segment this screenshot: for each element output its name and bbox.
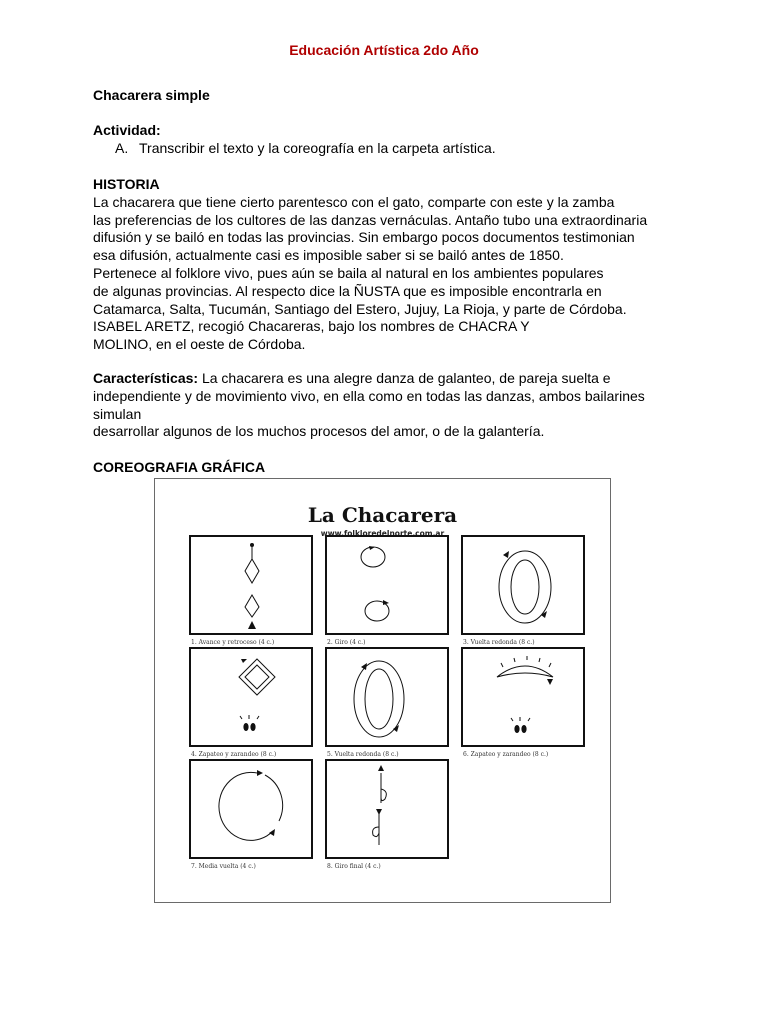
panel-caption: 7. Media vuelta (4 c.) — [191, 863, 256, 870]
final-turn-diagram — [327, 761, 447, 857]
choreo-panel-3 — [461, 535, 585, 635]
page-title: Educación Artística 2do Año — [289, 42, 479, 58]
caracteristicas-label: Características: — [93, 370, 199, 386]
panel-caption: 6. Zapateo y zarandeo (8 c.) — [463, 751, 549, 758]
panel-caption: 4. Zapateo y zarandeo (8 c.) — [191, 751, 277, 758]
actividad-item-text: Transcribir el texto y la coreografía en la carpeta artística. — [139, 140, 496, 156]
choreo-panel-2 — [325, 535, 449, 635]
actividad-label: Actividad: — [93, 122, 161, 138]
caracteristicas-line: independiente y de movimiento vivo, en ella como en todas las danzas, ambos bailarines — [93, 387, 645, 404]
choreography-figure — [154, 478, 611, 903]
zapateo-diagram — [191, 649, 311, 745]
figure-url: www.folkloredelnorte.com.ar — [320, 529, 445, 538]
zarandeo-diagram — [463, 649, 583, 745]
panel-caption: 8. Giro final (4 c.) — [327, 863, 381, 870]
figure-title: La Chacarera — [307, 503, 458, 527]
historia-line: las preferencias de los cultores de las danzas vernáculas. Antaño tubo una extraordinaria — [93, 211, 648, 228]
choreo-panel-5 — [325, 647, 449, 747]
historia-line: MOLINO, en el oeste de Córdoba. — [93, 336, 306, 353]
caracteristicas-line: desarrollar algunos de los muchos procesos del amor, o de la galantería. — [93, 423, 545, 440]
historia-line: Pertenece al folklore vivo, pues aún se baila al natural en los ambientes populares — [93, 265, 604, 281]
section-subtitle: Chacarera simple — [93, 87, 210, 103]
choreo-panel-6 — [461, 647, 585, 747]
panel-caption: 1. Avance y retroceso (4 c.) — [191, 639, 275, 646]
actividad-item-marker: A. — [115, 140, 129, 156]
choreo-panel-7 — [189, 759, 313, 859]
historia-line: La chacarera que tiene cierto parentesco con el gato, comparte con este y la zamba — [93, 193, 615, 210]
choreo-panel-8 — [325, 759, 449, 859]
caracteristicas-text: La chacarera es una alegre danza de galanteo, de pareja suelta e — [198, 370, 611, 386]
historia-line: Catamarca, Salta, Tucumán, Santiago del Estero, Jujuy, La Rioja, y parte de Córdoba. — [93, 300, 627, 317]
historia-line: de algunas provincias. Al respecto dice la ÑUSTA que es imposible encontrarla en — [93, 282, 602, 299]
historia-line: ISABEL ARETZ, recogió Chacareras, bajo los nombres de CHACRA Y — [93, 318, 530, 335]
caracteristicas-line: simulan — [93, 405, 142, 422]
half-turn-diagram — [191, 761, 311, 857]
panel-caption: 2. Giro (4 c.) — [327, 639, 366, 646]
historia-line: esa difusión, actualmente casi es imposible saber si se bailó antes de 1850. — [93, 247, 564, 264]
turn-diagram — [327, 537, 447, 633]
caracteristicas-line-first — [93, 370, 611, 388]
choreo-panel-1 — [189, 535, 313, 635]
choreo-panel-4 — [189, 647, 313, 747]
round-turn-diagram — [463, 537, 583, 633]
advance-retreat-diagram — [191, 537, 311, 633]
panel-caption: 3. Vuelta redonda (8 c.) — [463, 639, 535, 646]
coreografia-heading: COREOGRAFIA GRÁFICA — [93, 459, 266, 475]
panel-caption: 5. Vuelta redonda (8 c.) — [327, 751, 399, 758]
historia-line: difusión y se bailó en todas las provincias. Sin embargo pocos documentos testimonian — [93, 229, 635, 246]
historia-heading: HISTORIA — [93, 176, 160, 192]
round-turn-diagram — [327, 649, 447, 745]
